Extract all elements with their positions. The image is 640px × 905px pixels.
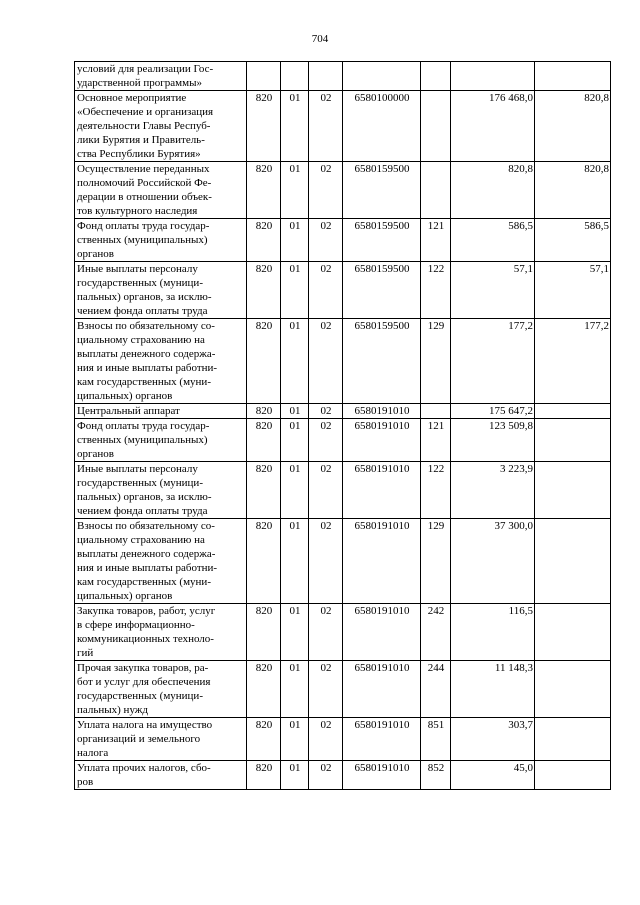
expense-type-cell: 122 [421, 262, 451, 319]
amount-cell: 45,0 [451, 761, 535, 790]
target-article-cell [343, 62, 421, 91]
ved-code-cell: 820 [247, 219, 281, 262]
target-article-cell: 6580159500 [343, 319, 421, 404]
subsection-code-cell: 02 [309, 718, 343, 761]
item-name-line: чением фонда оплаты труда [77, 305, 208, 317]
item-name-cell [75, 718, 247, 761]
section-code-cell: 01 [281, 404, 309, 419]
expense-type-cell: 122 [421, 462, 451, 519]
expense-type-cell: 121 [421, 219, 451, 262]
amount-subvention-cell [535, 604, 611, 661]
table-row [75, 519, 611, 604]
table-row [75, 761, 611, 790]
section-code-cell: 01 [281, 661, 309, 718]
item-name-cell [75, 404, 247, 419]
amount-cell: 123 509,8 [451, 419, 535, 462]
section-code-cell: 01 [281, 761, 309, 790]
expense-type-cell [421, 162, 451, 219]
table-row [75, 661, 611, 718]
item-name-line: Иные выплаты персоналу [77, 263, 198, 275]
item-name-line: деятельности Главы Респуб- [77, 120, 211, 132]
item-name-line: государственных (муници- [77, 277, 203, 289]
item-name-cell [75, 604, 247, 661]
expense-type-cell [421, 404, 451, 419]
expense-type-cell: 244 [421, 661, 451, 718]
target-article-cell: 6580191010 [343, 661, 421, 718]
amount-cell: 3 223,9 [451, 462, 535, 519]
section-code-cell: 01 [281, 162, 309, 219]
section-code-cell [281, 62, 309, 91]
amount-subvention-cell [535, 404, 611, 419]
item-name-line: выплаты денежного содержа- [77, 548, 216, 560]
item-name-line: ния и иные выплаты работни- [77, 562, 218, 574]
expense-type-cell: 129 [421, 319, 451, 404]
item-name-line: ципальных) органов [77, 590, 173, 602]
item-name-line: органов [77, 448, 114, 460]
table-row [75, 62, 611, 91]
item-name-cell [75, 162, 247, 219]
expense-type-cell: 852 [421, 761, 451, 790]
amount-subvention-cell [535, 62, 611, 91]
amount-cell: 177,2 [451, 319, 535, 404]
amount-cell: 820,8 [451, 162, 535, 219]
item-name-line: пальных) нужд [77, 704, 149, 716]
item-name-cell [75, 661, 247, 718]
section-code-cell: 01 [281, 462, 309, 519]
amount-subvention-cell [535, 761, 611, 790]
target-article-cell: 6580191010 [343, 519, 421, 604]
item-name-line: ров [77, 776, 94, 788]
amount-subvention-cell: 586,5 [535, 219, 611, 262]
section-code-cell: 01 [281, 718, 309, 761]
amount-subvention-cell: 177,2 [535, 319, 611, 404]
table-row [75, 718, 611, 761]
table-row [75, 419, 611, 462]
subsection-code-cell: 02 [309, 661, 343, 718]
item-name-cell [75, 219, 247, 262]
subsection-code-cell: 02 [309, 462, 343, 519]
ved-code-cell: 820 [247, 661, 281, 718]
item-name-line: Осуществление переданных [77, 163, 210, 175]
target-article-cell: 6580191010 [343, 604, 421, 661]
target-article-cell: 6580191010 [343, 404, 421, 419]
amount-subvention-cell [535, 661, 611, 718]
amount-cell: 37 300,0 [451, 519, 535, 604]
ved-code-cell: 820 [247, 519, 281, 604]
expense-type-cell [421, 62, 451, 91]
item-name-line: бот и услуг для обеспечения [77, 676, 211, 688]
item-name-line: «Обеспечение и организация [77, 106, 214, 118]
subsection-code-cell: 02 [309, 604, 343, 661]
item-name-line: ственных (муниципальных) [77, 434, 208, 446]
item-name-cell [75, 462, 247, 519]
page-number: 704 [311, 33, 329, 45]
subsection-code-cell: 02 [309, 162, 343, 219]
target-article-cell: 6580159500 [343, 219, 421, 262]
item-name-line: ципальных) органов [77, 390, 173, 402]
amount-subvention-cell [535, 419, 611, 462]
item-name-line: Иные выплаты персоналу [77, 463, 198, 475]
target-article-cell: 6580100000 [343, 91, 421, 162]
section-code-cell: 01 [281, 219, 309, 262]
item-name-line: Взносы по обязательному со- [77, 320, 215, 332]
item-name-line: ственных (муниципальных) [77, 234, 208, 246]
item-name-line: циальному страхованию на [77, 534, 205, 546]
item-name-cell [75, 319, 247, 404]
ved-code-cell: 820 [247, 604, 281, 661]
item-name-line: пальных) органов, за исклю- [77, 291, 212, 303]
item-name-line: чением фонда оплаты труда [77, 505, 208, 517]
item-name-line: Уплата прочих налогов, сбо- [77, 762, 211, 774]
ved-code-cell: 820 [247, 419, 281, 462]
ved-code-cell: 820 [247, 718, 281, 761]
ved-code-cell: 820 [247, 262, 281, 319]
item-name-line: государственных (муници- [77, 477, 203, 489]
table-row [75, 604, 611, 661]
item-name-line: налога [77, 747, 109, 759]
target-article-cell: 6580191010 [343, 462, 421, 519]
expense-type-cell: 121 [421, 419, 451, 462]
target-article-cell: 6580191010 [343, 718, 421, 761]
amount-cell: 116,5 [451, 604, 535, 661]
amount-cell: 175 647,2 [451, 404, 535, 419]
subsection-code-cell: 02 [309, 219, 343, 262]
item-name-cell [75, 419, 247, 462]
amount-cell: 176 468,0 [451, 91, 535, 162]
item-name-line: гий [77, 647, 94, 659]
section-code-cell: 01 [281, 519, 309, 604]
ved-code-cell: 820 [247, 404, 281, 419]
expense-type-cell: 129 [421, 519, 451, 604]
item-name-cell [75, 761, 247, 790]
item-name-line: дерации в отношении объек- [77, 191, 212, 203]
item-name-line: Взносы по обязательному со- [77, 520, 215, 532]
table-row [75, 91, 611, 162]
item-name-line: кам государственных (муни- [77, 376, 211, 388]
ved-code-cell: 820 [247, 319, 281, 404]
amount-cell [451, 62, 535, 91]
target-article-cell: 6580191010 [343, 761, 421, 790]
table-body [75, 62, 611, 790]
subsection-code-cell: 02 [309, 319, 343, 404]
item-name-line: кам государственных (муни- [77, 576, 211, 588]
expense-type-cell: 851 [421, 718, 451, 761]
target-article-cell: 6580159500 [343, 262, 421, 319]
amount-subvention-cell: 820,8 [535, 162, 611, 219]
subsection-code-cell: 02 [309, 404, 343, 419]
item-name-line: полномочий Российской Фе- [77, 177, 212, 189]
table-row [75, 319, 611, 404]
item-name-line: органов [77, 248, 114, 260]
item-name-cell [75, 262, 247, 319]
expense-type-cell: 242 [421, 604, 451, 661]
subsection-code-cell: 02 [309, 519, 343, 604]
ved-code-cell: 820 [247, 761, 281, 790]
item-name-line: Фонд оплаты труда государ- [77, 420, 210, 432]
target-article-cell: 6580191010 [343, 419, 421, 462]
subsection-code-cell: 02 [309, 761, 343, 790]
item-name-line: циальному страхованию на [77, 334, 205, 346]
amount-cell: 586,5 [451, 219, 535, 262]
item-name-line: ударственной программы» [77, 77, 202, 89]
item-name-line: лики Бурятия и Правитель- [77, 134, 205, 146]
item-name-line: пальных) органов, за исклю- [77, 491, 212, 503]
item-name-cell [75, 519, 247, 604]
budget-table [74, 61, 611, 790]
item-name-line: государственных (муници- [77, 690, 203, 702]
item-name-line: Уплата налога на имущество [77, 719, 213, 731]
item-name-line: Центральный аппарат [77, 405, 180, 417]
amount-subvention-cell: 820,8 [535, 91, 611, 162]
item-name-line: Прочая закупка товаров, ра- [77, 662, 209, 674]
item-name-line: ства Республики Бурятия» [77, 148, 201, 160]
ved-code-cell: 820 [247, 91, 281, 162]
expense-type-cell [421, 91, 451, 162]
amount-subvention-cell: 57,1 [535, 262, 611, 319]
table-row [75, 462, 611, 519]
item-name-line: Закупка товаров, работ, услуг [77, 605, 216, 617]
item-name-line: Фонд оплаты труда государ- [77, 220, 210, 232]
item-name-line: тов культурного наследия [77, 205, 198, 217]
subsection-code-cell: 02 [309, 91, 343, 162]
item-name-line: организаций и земельного [77, 733, 201, 745]
ved-code-cell [247, 62, 281, 91]
item-name-line: Основное мероприятие [77, 92, 187, 104]
item-name-cell [75, 62, 247, 91]
subsection-code-cell: 02 [309, 419, 343, 462]
amount-subvention-cell [535, 462, 611, 519]
amount-cell: 303,7 [451, 718, 535, 761]
amount-subvention-cell [535, 519, 611, 604]
amount-cell: 11 148,3 [451, 661, 535, 718]
target-article-cell: 6580159500 [343, 162, 421, 219]
amount-cell: 57,1 [451, 262, 535, 319]
item-name-line: в сфере информационно- [77, 619, 195, 631]
section-code-cell: 01 [281, 319, 309, 404]
section-code-cell: 01 [281, 419, 309, 462]
item-name-line: коммуникационных техноло- [77, 633, 214, 645]
item-name-cell [75, 91, 247, 162]
table-row [75, 262, 611, 319]
amount-subvention-cell [535, 718, 611, 761]
subsection-code-cell: 02 [309, 262, 343, 319]
item-name-line: условий для реализации Гос- [77, 63, 214, 75]
subsection-code-cell [309, 62, 343, 91]
section-code-cell: 01 [281, 604, 309, 661]
item-name-line: выплаты денежного содержа- [77, 348, 216, 360]
table-row [75, 162, 611, 219]
section-code-cell: 01 [281, 262, 309, 319]
table-row [75, 404, 611, 419]
ved-code-cell: 820 [247, 162, 281, 219]
item-name-line: ния и иные выплаты работни- [77, 362, 218, 374]
section-code-cell: 01 [281, 91, 309, 162]
ved-code-cell: 820 [247, 462, 281, 519]
table-row [75, 219, 611, 262]
